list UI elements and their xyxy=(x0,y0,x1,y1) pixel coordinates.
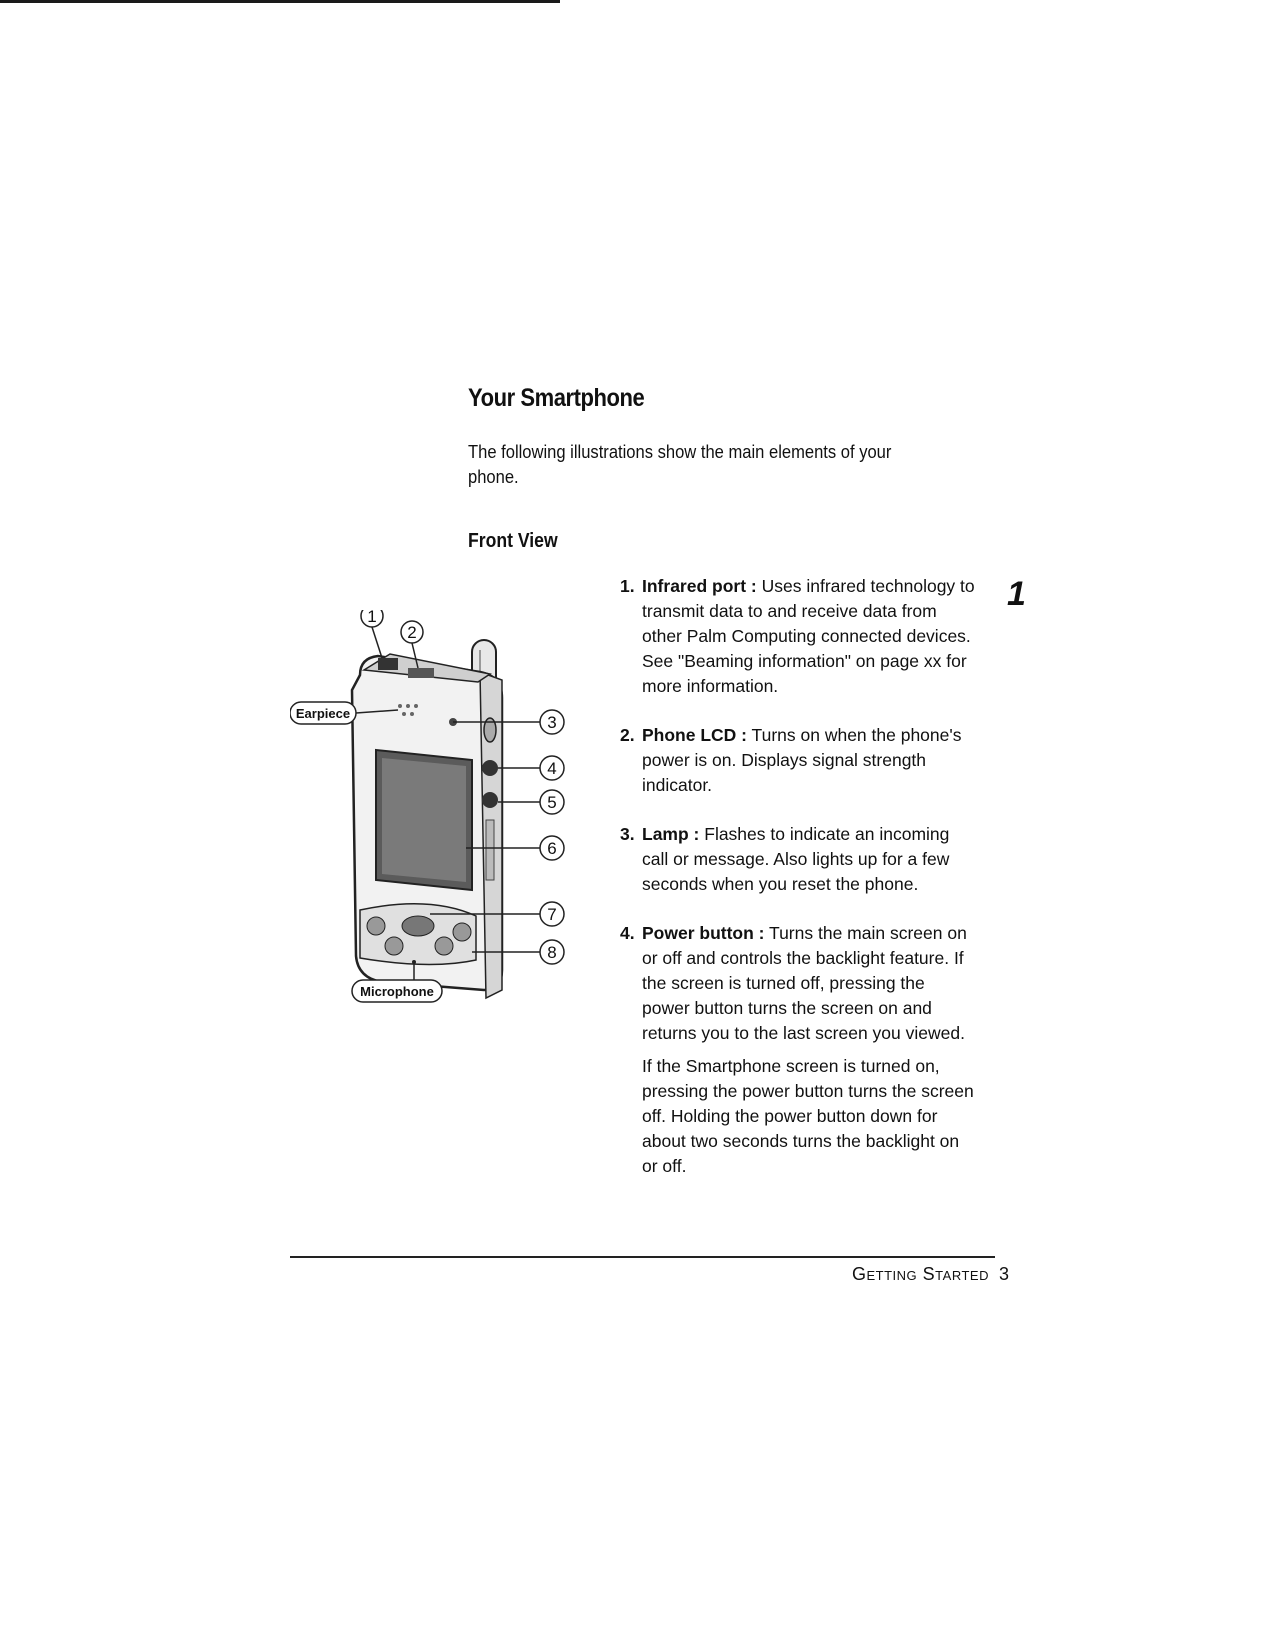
item-description xyxy=(642,723,975,798)
earpiece-label-text: Earpiece xyxy=(295,706,351,721)
list-item xyxy=(620,921,975,1179)
front-view-heading: Front View xyxy=(468,530,558,552)
top-rule xyxy=(0,0,560,3)
callout-1-text: 1 xyxy=(367,610,377,626)
item-description xyxy=(642,822,975,897)
callout-5-text: 5 xyxy=(547,793,557,812)
page-number: 3 xyxy=(998,1264,1010,1284)
item-text: Turns on when the phone's power is on. Displays signal strength indicator. xyxy=(642,725,962,795)
footer-section-name: Getting Started xyxy=(852,1264,989,1284)
section-title: Your Smartphone xyxy=(468,384,645,412)
chapter-number: 1 xyxy=(1007,575,1026,613)
footer-rule xyxy=(290,1256,995,1258)
phone-front-view-illustration xyxy=(290,610,610,1070)
item-number: 2. xyxy=(620,725,635,745)
list-item xyxy=(620,822,975,897)
item-term: Lamp : xyxy=(642,824,700,844)
page-footer xyxy=(852,1264,1010,1285)
list-item xyxy=(620,723,975,798)
callout-4-text: 4 xyxy=(547,759,557,778)
item-text: Uses infrared technology to transmit data to and receive data from other Palm Computing connected devices. See "Beaming information" on page xx for more information. xyxy=(642,576,975,696)
callout-7-text: 7 xyxy=(547,905,557,924)
item-text: Turns the main screen on or off and controls the backlight feature. If the screen is turned off, pressing the power button turns the screen on and returns you to the last screen you viewed. xyxy=(642,923,967,1043)
callout-6-text: 6 xyxy=(547,839,557,858)
item-number: 4. xyxy=(620,923,635,943)
callout-8-text: 8 xyxy=(547,943,557,962)
item-description xyxy=(642,574,975,699)
item-term: Phone LCD : xyxy=(642,725,747,745)
list-item xyxy=(620,574,975,699)
item-text: Flashes to indicate an incoming call or message. Also lights up for a few seconds when you reset the phone. xyxy=(642,824,950,894)
item-term: Infrared port : xyxy=(642,576,757,596)
callout-1 xyxy=(361,610,383,658)
callout-4 xyxy=(498,756,564,780)
item-term: Power button : xyxy=(642,923,765,943)
item-number: 1. xyxy=(620,576,635,596)
item-description xyxy=(642,921,975,1046)
item-extra-paragraph: If the Smartphone screen is turned on, pressing the power button turns the screen off. Holding the power button down for about two seconds turns the backlight on or off. xyxy=(642,1056,974,1176)
callout-3-text: 3 xyxy=(547,713,557,732)
intro-paragraph: The following illustrations show the main elements of your phone. xyxy=(468,442,892,487)
callout-5 xyxy=(498,790,564,814)
feature-list xyxy=(620,574,975,1203)
phone-body xyxy=(352,654,502,998)
microphone-label-text: Microphone xyxy=(360,984,434,999)
callout-2-text: 2 xyxy=(407,623,417,642)
item-number: 3. xyxy=(620,824,635,844)
